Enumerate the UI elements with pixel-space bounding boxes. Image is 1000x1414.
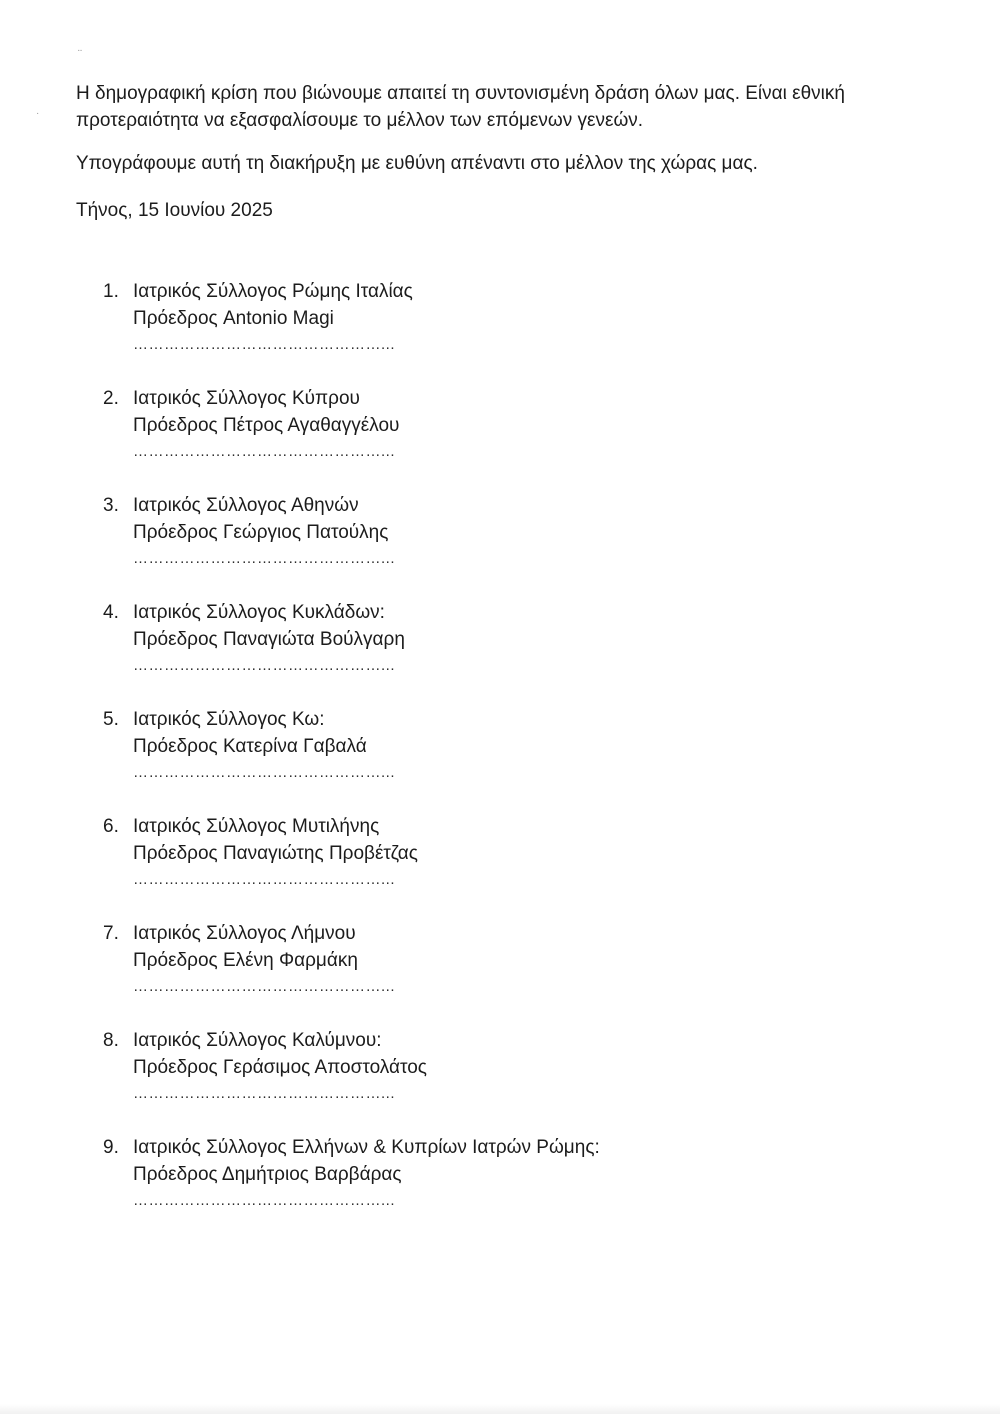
association-name: Ιατρικός Σύλλογος Κυκλάδων:	[133, 602, 385, 623]
signature-line: …………………………………………...	[133, 978, 396, 995]
signatory-number: 2.	[103, 388, 119, 409]
signatory-number: 4.	[103, 602, 119, 623]
signatory-item	[0, 1134, 1000, 1241]
association-name: Ιατρικός Σύλλογος Ελλήνων & Κυπρίων Ιατρών Ρώμης:	[133, 1137, 600, 1158]
president-name: Πρόεδρος Κατερίνα Γαβαλά	[133, 736, 367, 757]
signatory-number: 6.	[103, 816, 119, 837]
association-name: Ιατρικός Σύλλογος Μυτιλήνης	[133, 816, 380, 837]
scan-artifact-mark: ¨	[78, 47, 82, 61]
signature-line: …………………………………………...	[133, 1085, 396, 1102]
signatory-item	[0, 278, 1000, 385]
signatory-item	[0, 920, 1000, 1027]
signatory-item	[0, 492, 1000, 599]
signatory-item	[0, 1027, 1000, 1134]
scan-bottom-edge	[0, 1404, 1000, 1414]
signatory-number: 3.	[103, 495, 119, 516]
president-name: Πρόεδρος Ελένη Φαρμάκη	[133, 950, 358, 971]
president-name: Πρόεδρος Γεώργιος Πατούλης	[133, 522, 389, 543]
president-name: Πρόεδρος Antonio Magi	[133, 308, 334, 329]
president-name: Πρόεδρος Παναγιώτης Προβέτζας	[133, 843, 418, 864]
signature-line: …………………………………………...	[133, 336, 396, 353]
association-name: Ιατρικός Σύλλογος Αθηνών	[133, 495, 359, 516]
president-name: Πρόεδρος Γεράσιμος Αποστολάτος	[133, 1057, 427, 1078]
place-and-date: Τήνος, 15 Ιουνίου 2025	[76, 200, 273, 221]
signatory-number: 8.	[103, 1030, 119, 1051]
signatory-item	[0, 813, 1000, 920]
signature-line: …………………………………………...	[133, 871, 396, 888]
signatories-list	[0, 278, 1000, 1241]
president-name: Πρόεδρος Πέτρος Αγαθαγγέλου	[133, 415, 400, 436]
signature-line: …………………………………………...	[133, 443, 396, 460]
president-name: Πρόεδρος Δημήτριος Βαρβάρας	[133, 1164, 402, 1185]
association-name: Ιατρικός Σύλλογος Ρώμης Ιταλίας	[133, 281, 413, 302]
association-name: Ιατρικός Σύλλογος Καλύμνου:	[133, 1030, 382, 1051]
signature-line: …………………………………………...	[133, 550, 396, 567]
declaration-paragraph: Η δημογραφική κρίση που βιώνουμε απαιτεί τη συντονισμένη δράση όλων μας. Είναι εθνική προτεραιότητα να εξασφαλίσουμε το μέλλον των επόμενων γενεών.	[76, 83, 845, 131]
signing-statement: Υπογράφουμε αυτή τη διακήρυξη με ευθύνη απέναντι στο μέλλον της χώρας μας.	[76, 153, 758, 174]
signatory-item	[0, 706, 1000, 813]
scan-artifact-mark: ·	[36, 108, 40, 119]
signature-line: …………………………………………...	[133, 1192, 396, 1209]
signatory-number: 7.	[103, 923, 119, 944]
signatory-item	[0, 385, 1000, 492]
signature-line: …………………………………………...	[133, 657, 396, 674]
president-name: Πρόεδρος Παναγιώτα Βούλγαρη	[133, 629, 405, 650]
association-name: Ιατρικός Σύλλογος Κω:	[133, 709, 325, 730]
association-name: Ιατρικός Σύλλογος Λήμνου	[133, 923, 356, 944]
association-name: Ιατρικός Σύλλογος Κύπρου	[133, 388, 360, 409]
signatory-number: 5.	[103, 709, 119, 730]
signatory-number: 1.	[103, 281, 119, 302]
signatory-number: 9.	[103, 1137, 119, 1158]
signature-line: …………………………………………...	[133, 764, 396, 781]
signatory-item	[0, 599, 1000, 706]
